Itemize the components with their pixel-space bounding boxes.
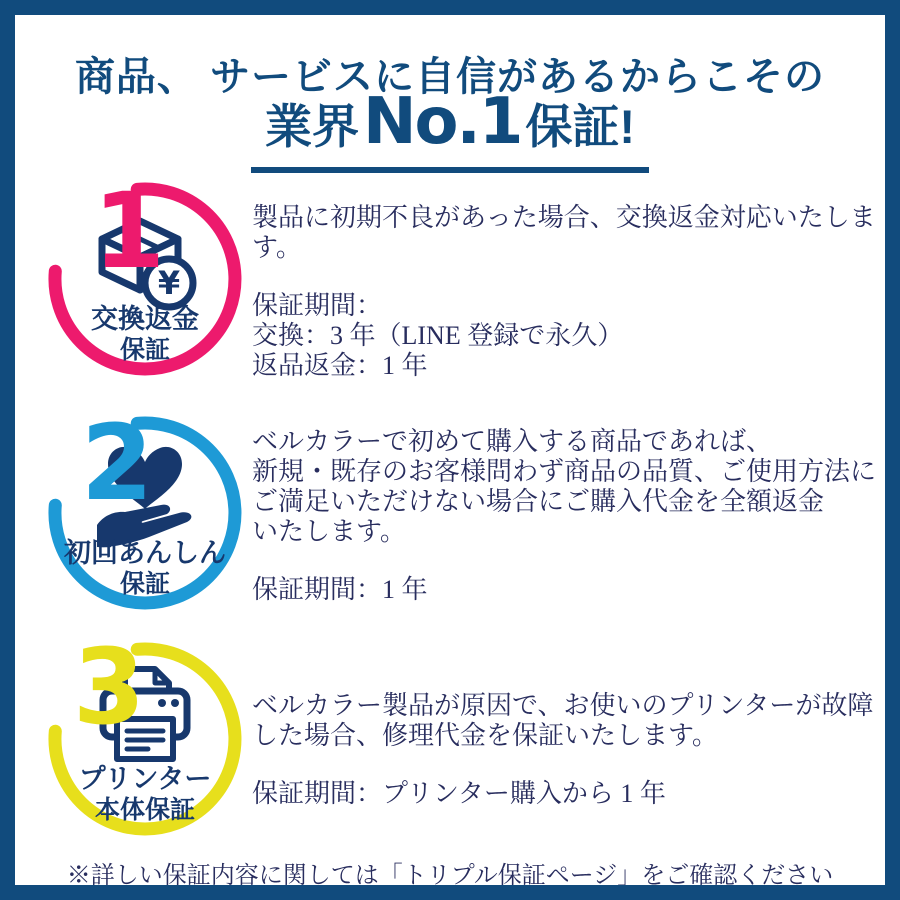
header-guarantee-text: 保証! bbox=[525, 100, 636, 153]
badge-label-line1: 初回あんしん bbox=[64, 538, 226, 568]
badge-label-line2: 保証 bbox=[119, 570, 170, 599]
section-3-body bbox=[252, 691, 897, 751]
badge-exchange-refund bbox=[45, 179, 245, 379]
section-2-period bbox=[252, 575, 897, 605]
badge-label-line1: プリンター bbox=[78, 764, 212, 794]
text-line: 保証期間：プリンター購入から 1 年 bbox=[252, 779, 666, 808]
section-1-body bbox=[252, 203, 897, 263]
text-line: 保証期間：1 年 bbox=[252, 575, 428, 604]
text-line: した場合、修理代金を保証いたします。 bbox=[252, 721, 718, 750]
badge-label-line1: 交換返金 bbox=[91, 304, 199, 334]
badge-number: 3 bbox=[72, 639, 146, 748]
section-1-period bbox=[252, 291, 897, 381]
text-line: 製品に初期不良があった場合、交換返金対応いたします。 bbox=[252, 203, 876, 262]
badge-first-purchase bbox=[45, 413, 245, 613]
header-industry-text: 業界 bbox=[264, 100, 359, 153]
section-3-text bbox=[252, 691, 897, 809]
text-line: 返品返金：1 年 bbox=[252, 351, 428, 380]
section-3-period bbox=[252, 779, 897, 809]
badge-label-line2: 本体保証 bbox=[94, 796, 195, 825]
header-no1-text: No.1 bbox=[362, 85, 522, 159]
text-line: 新規・既存のお客様問わず商品の品質、ご使用方法に bbox=[252, 457, 877, 486]
header-line2 bbox=[15, 85, 885, 173]
header-line1: 商品、 サービスに自信があるからこその bbox=[74, 55, 826, 99]
section-1-text bbox=[252, 203, 897, 381]
text-line: 保証期間： bbox=[252, 291, 383, 320]
text-line: いたします。 bbox=[252, 517, 406, 546]
badge-number: 1 bbox=[92, 179, 166, 292]
header-underlined-title bbox=[251, 85, 649, 173]
text-line: ベルカラー製品が原因で、お使いのプリンターが故障 bbox=[252, 691, 874, 720]
footer-note: ※詳しい保証内容に関しては「トリプル保証ページ」をご確認ください bbox=[66, 863, 834, 889]
text-line: ベルカラーで初めて購入する商品であれば、 bbox=[252, 427, 773, 456]
badge-3-label bbox=[45, 763, 245, 825]
badge-1-label bbox=[45, 303, 245, 365]
badge-label-line2: 保証 bbox=[119, 336, 170, 365]
section-2-text bbox=[252, 427, 897, 605]
badge-number: 2 bbox=[80, 413, 154, 524]
section-2-body bbox=[252, 427, 897, 547]
text-line: 交換：3 年（LINE 登録で永久） bbox=[252, 321, 624, 350]
text-line: ご満足いただけない場合にご購入代金を全額返金 bbox=[252, 487, 825, 516]
badge-printer-body bbox=[45, 639, 245, 839]
yen-symbol: ¥ bbox=[157, 264, 181, 302]
badge-2-label bbox=[45, 537, 245, 599]
